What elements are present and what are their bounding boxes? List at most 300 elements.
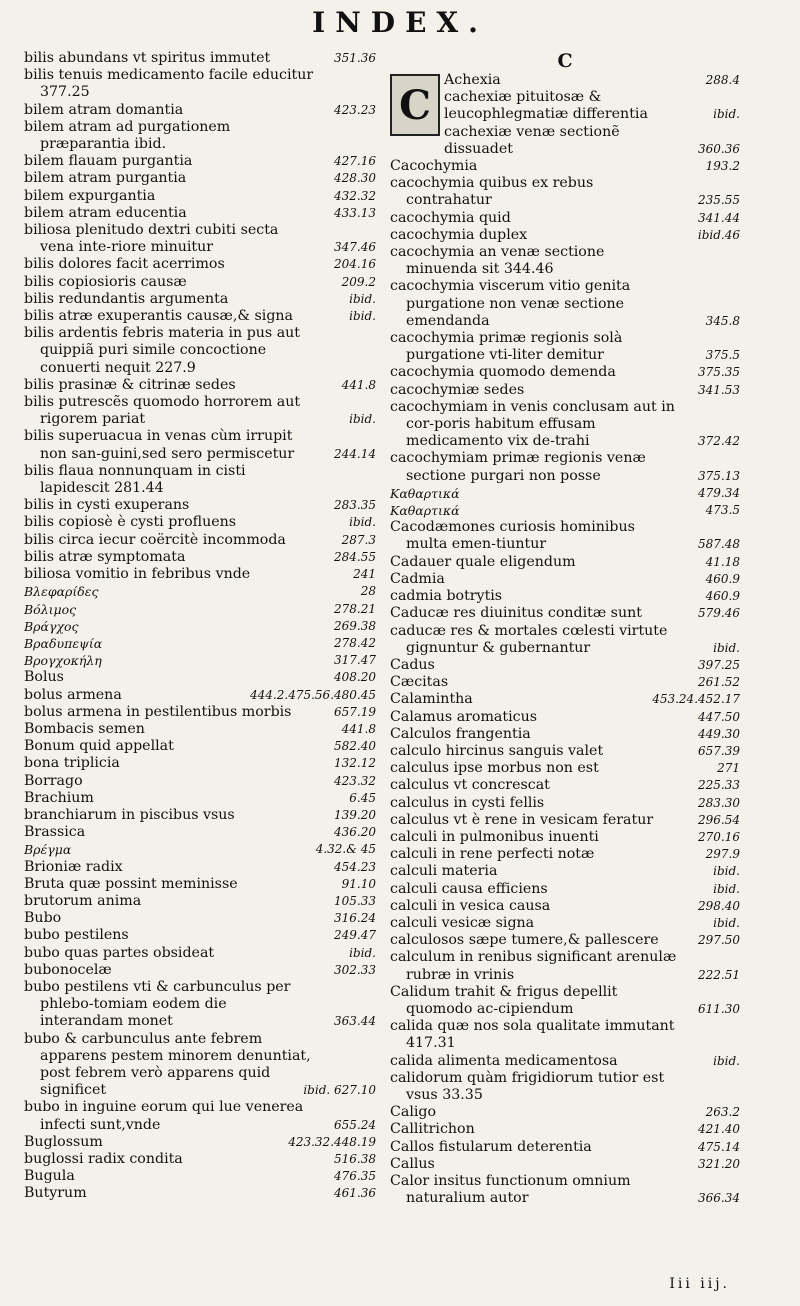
- entry-term: calculi in rene perfecti notæ: [390, 846, 595, 863]
- entry-page-ref: 436.20: [334, 825, 376, 840]
- index-entry: [24, 514, 376, 531]
- index-entry: [24, 1151, 376, 1168]
- index-column-left: [24, 50, 376, 1203]
- entry-term: cacochymia quid: [390, 209, 511, 226]
- index-entry: [390, 709, 740, 726]
- entry-term: Cacodæmones curiosis hominibus multa emen-tiuntur: [390, 519, 635, 553]
- entry-term: Brachium: [24, 789, 94, 806]
- index-column-right: [390, 50, 740, 1207]
- entry-term: bilem flauam purgantia: [24, 153, 193, 170]
- entry-term: cacochymia quomodo demenda: [390, 364, 616, 381]
- index-entry: [390, 812, 740, 829]
- entry-term: cacochymia duplex: [390, 226, 528, 243]
- entry-term: bilis tenuis medicamento facile educitur 377.25: [24, 67, 314, 101]
- entry-page-ref: 441.8: [341, 377, 376, 392]
- entry-page-ref: 297.50: [698, 933, 740, 948]
- entry-page-ref: 447.50: [698, 709, 740, 724]
- entry-term: bilis circa iecur coërcitè incommoda: [24, 531, 286, 548]
- entry-page-ref: 284.55: [334, 549, 376, 564]
- entry-term: bilis flaua nonnunquam in cisti lapidescit 281.44: [24, 462, 246, 497]
- index-entry: [24, 188, 376, 205]
- entry-term: Bruta quæ possint meminisse: [24, 875, 238, 892]
- entry-page-ref: ibid.: [713, 640, 740, 655]
- entry-term: cachexiæ venæ sectionẽ dissuadet: [444, 123, 620, 157]
- index-entry: [390, 1018, 740, 1052]
- entry-term: cachexiæ pituitosæ & leucophlegmatiæ differentia: [444, 89, 648, 123]
- entry-term: bubo pestilens vti & carbunculus per phlebo-tomiam eodem die interandam monet: [24, 978, 291, 1030]
- entry-term: Calamintha: [390, 691, 473, 708]
- entry-term: calida alimenta medicamentosa: [390, 1052, 618, 1069]
- entry-page-ref: 302.33: [334, 962, 376, 977]
- entry-term: bilis abundans vt spiritus immutet: [24, 50, 271, 66]
- index-entry: [390, 158, 740, 175]
- entry-page-ref: ibid.: [349, 945, 376, 960]
- entry-page-ref: 655.24: [334, 1117, 376, 1132]
- entry-page-ref: 441.8: [341, 721, 376, 736]
- index-entry: [390, 450, 740, 484]
- entry-page-ref: 582.40: [334, 739, 376, 754]
- entry-term: calculi in pulmonibus inuenti: [390, 828, 599, 845]
- index-entry: [444, 89, 740, 123]
- index-entry: [24, 205, 376, 222]
- index-entry: [390, 330, 740, 364]
- index-entry: [24, 291, 376, 308]
- index-entry: [390, 881, 740, 898]
- index-entry: [390, 932, 740, 949]
- entry-page-ref: 244.14: [334, 446, 376, 461]
- entry-page-ref: 261.52: [698, 675, 740, 690]
- entry-term: Βλεφαρίδες: [24, 584, 99, 600]
- entry-term: cacochymia viscerum vitio genita purgatione non venæ sectione emendanda: [390, 278, 631, 329]
- index-entry: [24, 1168, 376, 1185]
- entry-term: Βρογχοκήλη: [24, 653, 102, 669]
- entry-term: Bugula: [24, 1168, 75, 1185]
- entry-term: bilis putrescẽs quomodo horrorem aut rigorem pariat: [24, 394, 301, 428]
- entry-page-ref: 454.23: [334, 859, 376, 874]
- index-entry: [390, 623, 740, 657]
- entry-term: biliosa vomitio in febribus vnde: [24, 566, 251, 583]
- index-entry: [390, 691, 740, 708]
- index-entry: [390, 898, 740, 915]
- entry-term: Cæcitas: [390, 674, 449, 691]
- entry-term: cacochymia an venæ sectione minuenda sit 344.46: [390, 244, 605, 278]
- greek-index-entry: [24, 583, 376, 600]
- index-entry: [390, 175, 740, 209]
- index-entry: [390, 519, 740, 553]
- greek-index-entry: [24, 618, 376, 635]
- entry-term: bilis atræ exuperantis causæ,& signa: [24, 308, 293, 325]
- entry-page-ref: 345.8: [705, 313, 740, 328]
- entry-page-ref: 579.46: [698, 606, 740, 621]
- index-entry: [24, 1134, 376, 1151]
- index-entry: [24, 102, 376, 119]
- entry-term: calculus vt concrescat: [390, 777, 550, 794]
- index-entry: [24, 50, 376, 67]
- entry-term: bilis atræ symptomata: [24, 548, 186, 565]
- entry-page-ref: 283.30: [698, 795, 740, 810]
- entry-page-ref: 611.30: [698, 1001, 740, 1016]
- greek-index-entry: [24, 635, 376, 652]
- index-entry: [24, 222, 376, 256]
- index-entry: [444, 72, 740, 89]
- entry-page-ref: ibid. 627.10: [303, 1083, 376, 1098]
- entry-page-ref: 427.16: [334, 154, 376, 169]
- index-entry: [24, 274, 376, 291]
- entry-page-ref: 460.9: [705, 571, 740, 586]
- entry-term: Callos fistularum deterentia: [390, 1138, 592, 1155]
- entry-term: Callus: [390, 1155, 435, 1172]
- entry-page-ref: 408.20: [334, 670, 376, 685]
- index-entry: [390, 984, 740, 1018]
- index-entry: [24, 463, 376, 497]
- entry-term: bilem expurgantia: [24, 187, 156, 204]
- index-entry: [24, 790, 376, 807]
- greek-index-entry: [24, 601, 376, 618]
- index-entry: [390, 278, 740, 330]
- decorated-initial-letter: C: [390, 74, 440, 136]
- entry-page-ref: 269.38: [334, 618, 376, 633]
- entry-term: Caducæ res diuinitus conditæ sunt: [390, 605, 642, 622]
- entry-term: Butyrum: [24, 1185, 87, 1202]
- index-entry: [24, 910, 376, 927]
- entry-term: Calor insitus functionum omnium naturalium autor: [390, 1173, 631, 1207]
- index-entry: [24, 945, 376, 962]
- entry-term: calculus ipse morbus non est: [390, 760, 599, 777]
- index-entry: [24, 1185, 376, 1202]
- greek-index-entry: [24, 652, 376, 669]
- entry-term: bilis ardentis febris materia in pus aut quippiã puri simile concoctione conuerti nequit 227.9: [24, 325, 300, 376]
- index-entry: [390, 657, 740, 674]
- index-entry: [390, 674, 740, 691]
- index-entry: [390, 863, 740, 880]
- greek-index-entry: [390, 485, 740, 502]
- index-entry: [390, 210, 740, 227]
- entry-page-ref: 321.20: [698, 1156, 740, 1171]
- entry-term: biliosa plenitudo dextri cubiti secta vena inte-riore minuitur: [24, 222, 279, 256]
- entry-page-ref: 444.2.475.56.480.45: [250, 687, 376, 702]
- entry-page-ref: 366.34: [698, 1191, 740, 1206]
- entry-page-ref: 397.25: [698, 657, 740, 672]
- entry-page-ref: 4.32.& 45: [315, 842, 376, 857]
- index-entry: [390, 726, 740, 743]
- index-entry: [390, 777, 740, 794]
- entry-page-ref: ibid.: [349, 515, 376, 530]
- index-entry: [24, 549, 376, 566]
- entry-page-ref: 421.40: [698, 1122, 740, 1137]
- index-entry: [24, 308, 376, 325]
- entry-page-ref: 278.42: [334, 635, 376, 650]
- entry-term: Brioniæ radix: [24, 858, 123, 875]
- index-entry: [390, 571, 740, 588]
- entry-page-ref: 460.9: [705, 589, 740, 604]
- entry-term: calculus vt è rene in vesicam feratur: [390, 811, 654, 828]
- index-entry: [24, 1099, 376, 1133]
- entry-page-ref: 461.36: [334, 1186, 376, 1201]
- entry-page-ref: 209.2: [341, 274, 376, 289]
- entry-term: Cacochymia: [390, 158, 478, 175]
- entry-term: Καθαρτικά: [390, 485, 460, 501]
- entry-page-ref: 41.18: [705, 554, 740, 569]
- entry-page-ref: 475.14: [698, 1139, 740, 1154]
- index-entry: [24, 687, 376, 704]
- entry-term: calculi in vesica causa: [390, 897, 551, 914]
- entry-page-ref: 375.35: [698, 365, 740, 380]
- entry-page-ref: ibid.: [713, 1053, 740, 1068]
- entry-term: cacochymiam primæ regionis venæ sectione purgari non posse: [390, 450, 646, 484]
- index-entry: [390, 382, 740, 399]
- entry-page-ref: 657.19: [334, 704, 376, 719]
- entry-term: bilem atram educentia: [24, 204, 187, 221]
- entry-term: calidorum quàm frigidiorum tutior est vsus 33.35: [390, 1069, 665, 1103]
- entry-term: Caligo: [390, 1104, 437, 1121]
- entry-term: Bombacis semen: [24, 720, 145, 737]
- entry-term: Borrago: [24, 772, 83, 789]
- index-entry: [24, 962, 376, 979]
- index-entry: [390, 743, 740, 760]
- index-entry: [390, 915, 740, 932]
- entry-term: bilis redundantis argumenta: [24, 290, 229, 307]
- entry-term: cacochymia quibus ex rebus contrahatur: [390, 175, 594, 209]
- entry-page-ref: 222.51: [698, 967, 740, 982]
- index-entry: [24, 979, 376, 1031]
- entry-page-ref: ibid.: [349, 309, 376, 324]
- page-title: INDEX.: [312, 6, 488, 39]
- entry-page-ref: 473.5: [705, 503, 740, 518]
- entry-page-ref: 28: [360, 584, 376, 599]
- entry-page-ref: 423.32.448.19: [288, 1134, 376, 1149]
- index-entry: [24, 824, 376, 841]
- index-entry: [24, 67, 376, 101]
- index-entry: [390, 1053, 740, 1070]
- index-entry: [24, 497, 376, 514]
- entry-page-ref: 479.34: [698, 485, 740, 500]
- entry-term: Calamus aromaticus: [390, 708, 537, 725]
- entry-page-ref: 139.20: [334, 807, 376, 822]
- entry-page-ref: ibid.46: [697, 227, 740, 242]
- entry-term: calculum in renibus significant arenulæ rubræ in vrinis: [390, 949, 677, 983]
- entry-term: Βράγχος: [24, 618, 79, 634]
- entry-page-ref: 278.21: [334, 601, 376, 616]
- entry-page-ref: 270.16: [698, 829, 740, 844]
- entry-term: calida quæ nos sola qualitate immutant 417.31: [390, 1018, 675, 1052]
- entry-page-ref: ibid.: [713, 915, 740, 930]
- index-entry: [390, 554, 740, 571]
- entry-term: bubo in inguine eorum qui lue venerea infecti sunt,vnde: [24, 1099, 304, 1133]
- entry-term: Brassica: [24, 824, 86, 841]
- index-entry: [390, 760, 740, 777]
- entry-page-ref: ibid.: [713, 107, 740, 122]
- index-entry: [24, 532, 376, 549]
- entry-term: calculi vesicæ signa: [390, 914, 535, 931]
- first-entry-lines: [444, 72, 740, 158]
- entry-term: Cadmia: [390, 570, 445, 587]
- entry-page-ref: ibid.: [349, 412, 376, 427]
- entry-term: Calculos frangentia: [390, 725, 531, 742]
- entry-page-ref: 423.23: [334, 102, 376, 117]
- index-entry: [24, 1031, 376, 1100]
- entry-term: bolus armena: [24, 686, 122, 703]
- entry-term: bilis copiosè è cysti profluens: [24, 514, 237, 531]
- first-entry-block: [390, 72, 740, 158]
- entry-term: bubo & carbunculus ante febrem apparens pestem minorem denuntiat, post febrem verò apparens quid significet: [24, 1030, 311, 1099]
- entry-term: branchiarum in piscibus vsus: [24, 806, 235, 823]
- entry-term: bolus armena in pestilentibus morbis: [24, 703, 292, 720]
- entry-term: Βραδυπεψία: [24, 635, 103, 651]
- entry-page-ref: 249.47: [334, 928, 376, 943]
- right-entries: [390, 158, 740, 1207]
- index-entry: [390, 605, 740, 622]
- entry-page-ref: 317.47: [334, 653, 376, 668]
- entry-term: bilis copiosioris causæ: [24, 273, 187, 290]
- index-entry: [24, 325, 376, 377]
- entry-term: bilis in cysti exuperans: [24, 497, 190, 514]
- entry-term: Βόλιμος: [24, 601, 77, 617]
- entry-page-ref: ibid.: [713, 881, 740, 896]
- entry-page-ref: 316.24: [334, 911, 376, 926]
- entry-page-ref: 235.55: [698, 193, 740, 208]
- entry-term: Calidum trahit & frigus depellit quomodo ac-cipiendum: [390, 983, 618, 1017]
- entry-page-ref: 372.42: [698, 434, 740, 449]
- entry-page-ref: 287.3: [341, 532, 376, 547]
- index-entry: [390, 829, 740, 846]
- entry-page-ref: 225.33: [698, 778, 740, 793]
- entry-page-ref: ibid.: [713, 864, 740, 879]
- index-entry: [24, 893, 376, 910]
- greek-index-entry: [24, 841, 376, 858]
- index-entry: [24, 566, 376, 583]
- entry-term: bilis dolores facit acerrimos: [24, 256, 225, 273]
- entry-page-ref: 271: [717, 761, 740, 776]
- entry-term: cacochymiæ sedes: [390, 381, 525, 398]
- entry-term: bubo pestilens: [24, 927, 129, 944]
- entry-term: bilis prasinæ & citrinæ sedes: [24, 376, 236, 393]
- entry-page-ref: 428.30: [334, 171, 376, 186]
- index-entry: [24, 256, 376, 273]
- entry-term: Buglossum: [24, 1133, 103, 1150]
- entry-term: Καθαρτικά: [390, 503, 460, 519]
- entry-term: cacochymiam in venis conclusam aut in cor-poris habitum effusam medicamento vix de-trahi: [390, 398, 675, 450]
- index-entry: [390, 588, 740, 605]
- index-entry: [444, 124, 740, 158]
- entry-page-ref: 241: [353, 567, 376, 582]
- entry-term: calculus in cysti fellis: [390, 794, 545, 811]
- index-entry: [24, 876, 376, 893]
- entry-page-ref: 449.30: [698, 726, 740, 741]
- entry-page-ref: 587.48: [698, 537, 740, 552]
- index-entry: [390, 1121, 740, 1138]
- entry-page-ref: 6.45: [349, 790, 376, 805]
- index-entry: [24, 927, 376, 944]
- entry-page-ref: 283.35: [334, 498, 376, 513]
- entry-page-ref: 341.53: [698, 382, 740, 397]
- entry-page-ref: 296.54: [698, 812, 740, 827]
- entry-page-ref: 341.44: [698, 210, 740, 225]
- page-signature: Iii iij.: [669, 1276, 730, 1292]
- entry-term: Achexia: [444, 72, 501, 88]
- entry-page-ref: 193.2: [705, 159, 740, 174]
- entry-term: bilem atram purgantia: [24, 170, 187, 187]
- entry-term: bilem atram ad purgationem præparantia ibid.: [24, 118, 231, 153]
- entry-term: bona triplicia: [24, 755, 120, 772]
- index-entry: [24, 773, 376, 790]
- entry-term: caducæ res & mortales cœlesti virtute gignuntur & gubernantur: [390, 622, 668, 656]
- entry-page-ref: 298.40: [698, 898, 740, 913]
- entry-page-ref: 363.44: [334, 1014, 376, 1029]
- index-entry: [390, 795, 740, 812]
- entry-term: bilis superuacua in venas cùm irrupit non san-guini,sed sero permiscetur: [24, 428, 295, 462]
- index-entry: [390, 846, 740, 863]
- entry-term: Callitrichon: [390, 1121, 475, 1138]
- entry-page-ref: 453.24.452.17: [652, 692, 740, 707]
- index-entry: [24, 721, 376, 738]
- index-entry: [390, 1173, 740, 1207]
- index-entry: [390, 244, 740, 278]
- entry-page-ref: 91.10: [341, 876, 376, 891]
- entry-term: calculosos sæpe tumere,& pallescere: [390, 932, 659, 949]
- index-entry: [390, 1104, 740, 1121]
- entry-page-ref: ibid.: [349, 291, 376, 306]
- index-entry: [24, 738, 376, 755]
- entry-page-ref: 375.13: [698, 468, 740, 483]
- entry-page-ref: 204.16: [334, 257, 376, 272]
- index-entry: [24, 153, 376, 170]
- entry-page-ref: 516.38: [334, 1152, 376, 1166]
- entry-term: Cadauer quale eligendum: [390, 553, 576, 570]
- entry-page-ref: 297.9: [705, 847, 740, 862]
- index-entry: [24, 428, 376, 462]
- entry-page-ref: 105.33: [334, 893, 376, 908]
- index-entry: [390, 1139, 740, 1156]
- entry-term: buglossi radix condita: [24, 1151, 183, 1167]
- entry-page-ref: 432.32: [334, 188, 376, 203]
- index-entry: [24, 170, 376, 187]
- greek-index-entry: [390, 502, 740, 519]
- entry-term: bubo quas partes obsideat: [24, 944, 215, 961]
- entry-page-ref: 433.13: [334, 205, 376, 220]
- index-entry: [24, 669, 376, 686]
- entry-term: Cadus: [390, 656, 435, 673]
- entry-page-ref: 351.36: [334, 51, 376, 65]
- entry-page-ref: 263.2: [705, 1105, 740, 1120]
- entry-term: Βρέγμα: [24, 842, 72, 858]
- entry-term: bilem atram domantia: [24, 101, 184, 118]
- index-entry: [390, 227, 740, 244]
- entry-term: calculi causa efficiens: [390, 880, 548, 897]
- section-letter: C: [557, 50, 573, 72]
- entry-term: Bolus: [24, 669, 64, 686]
- entry-term: Bubo: [24, 910, 62, 927]
- index-entry: [24, 119, 376, 153]
- index-entry: [390, 1156, 740, 1173]
- index-entry: [390, 949, 740, 983]
- entry-page-ref: 423.32: [334, 773, 376, 788]
- entry-term: calculi materia: [390, 863, 498, 880]
- index-entry: [24, 394, 376, 428]
- index-entry: [24, 377, 376, 394]
- entry-page-ref: 288.4: [705, 73, 740, 87]
- entry-term: brutorum anima: [24, 892, 142, 909]
- entry-page-ref: 360.36: [698, 141, 740, 156]
- index-entry: [24, 755, 376, 772]
- index-entry: [24, 859, 376, 876]
- entry-page-ref: 347.46: [334, 240, 376, 255]
- entry-page-ref: 132.12: [334, 756, 376, 771]
- index-entry: [390, 399, 740, 451]
- index-entry: [390, 364, 740, 381]
- index-entry: [24, 704, 376, 721]
- entry-term: Bonum quid appellat: [24, 738, 174, 755]
- entry-term: calculo hircinus sanguis valet: [390, 742, 604, 759]
